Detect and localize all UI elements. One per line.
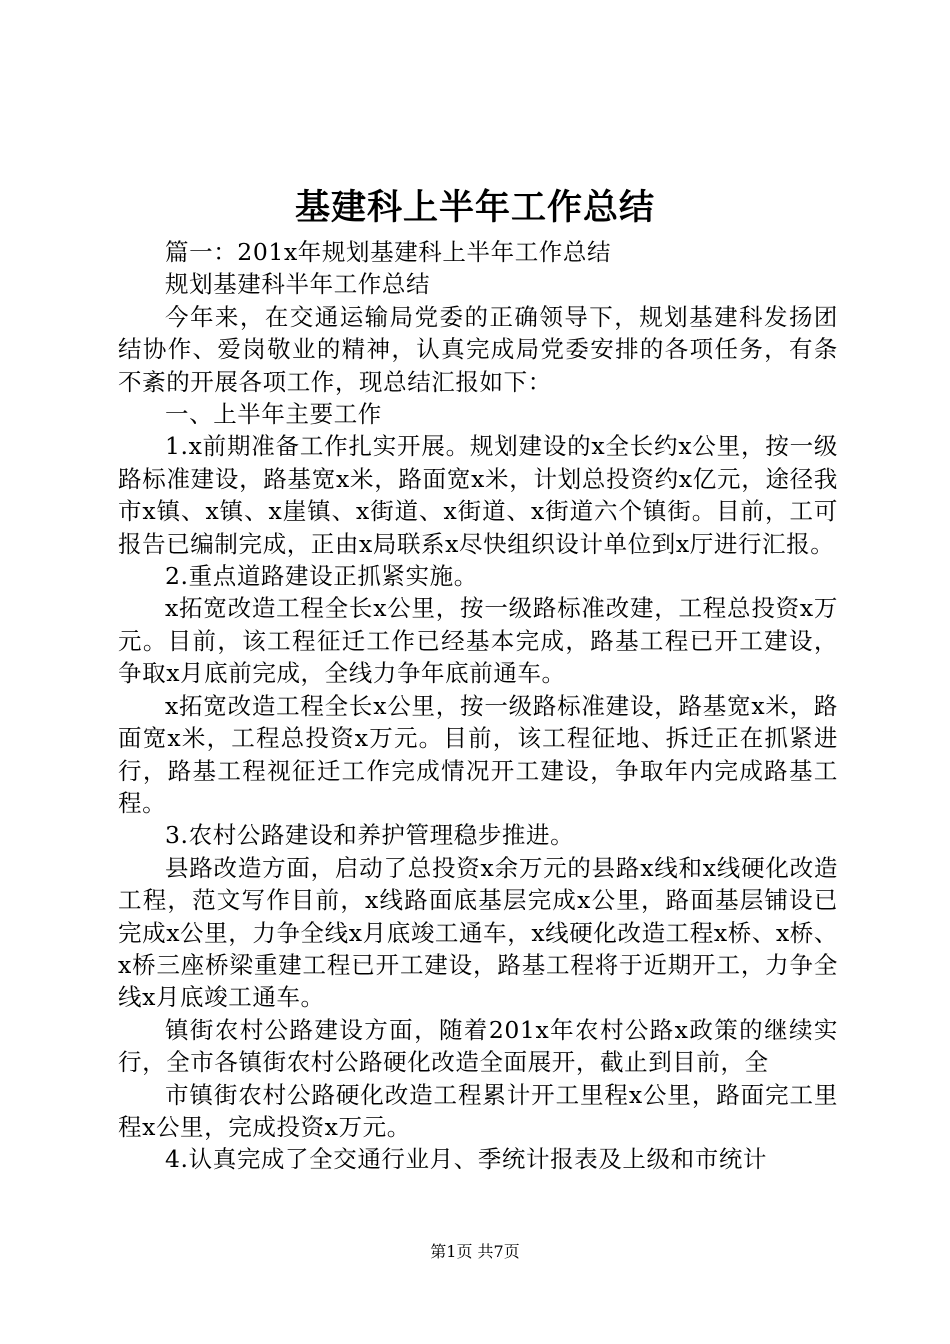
paragraph-county-roads: 县路改造方面，启动了总投资x余万元的县路x线和x线硬化改造工程，范文写作目前，x线路面底基层完成x公里，路面基层铺设已完成x公里，力争全线x月底竣工通车，x线硬化改造工程x桥、x桥、x桥三座桥梁重建工程已开工建设，路基工程将于近期开工，力争全线x月底竣工通车。 [118,853,838,1012]
paragraph-chapter-heading: 篇一：201x年规划基建科上半年工作总结 [165,238,612,266]
paragraph-item-2-project-a: x拓宽改造工程全长x公里，按一级路标准改建，工程总投资x万元。目前，该工程征迁工作已经基本完成，路基工程已开工建设，争取x月底前完成，全线力争年底前通车。 [118,594,838,688]
paragraph-town-roads-cont: 市镇街农村公路硬化改造工程累计开工里程x公里，路面完工里程x公里，完成投资x万元。 [118,1080,838,1141]
paragraph-subtitle: 规划基建科半年工作总结 [165,270,431,299]
paragraph-item-2-project-b: x拓宽改造工程全长x公里，按一级路标准建设，路基宽x米，路面宽x米，工程总投资x万元。目前，该工程征地、拆迁正在抓紧进行，路基工程视征迁工作完成情况开工建设，争取年内完成路基工程。 [118,691,838,817]
paragraph-item-4: 4.认真完成了全交通行业月、季统计报表及上级和市统计 [165,1145,768,1174]
page-number-footer: 第1页 共7页 [430,1242,520,1261]
paragraph-item-3-heading: 3.农村公路建设和养护管理稳步推进。 [165,821,575,850]
paragraph-item-2-heading: 2.重点道路建设正抓紧实施。 [165,562,478,591]
paragraph-town-roads: 镇街农村公路建设方面，随着201x年农村公路x政策的继续实行，全市各镇街农村公路硬化改造全面展开，截止到目前，全 [118,1015,838,1077]
section-heading-main-work: 一、上半年主要工作 [165,400,382,429]
document-title: 基建科上半年工作总结 [294,187,655,228]
paragraph-intro: 今年来，在交通运输局党委的正确领导下，规划基建科发扬团结协作、爱岗敬业的精神，认真完成局党委安排的各项任务，有条不紊的开展各项工作，现总结汇报如下： [118,302,838,396]
paragraph-item-1: 1.x前期准备工作扎实开展。规划建设的x全长约x公里，按一级路标准建设，路基宽x米，路面宽x米，计划总投资约x亿元，途径我市x镇、x镇、x崖镇、x街道、x街道、x街道六个镇街。目前，工可报告已编制完成，正由x局联系x尽快组织设计单位到x厅进行汇报。 [118,432,838,558]
document-body [118,236,838,1176]
